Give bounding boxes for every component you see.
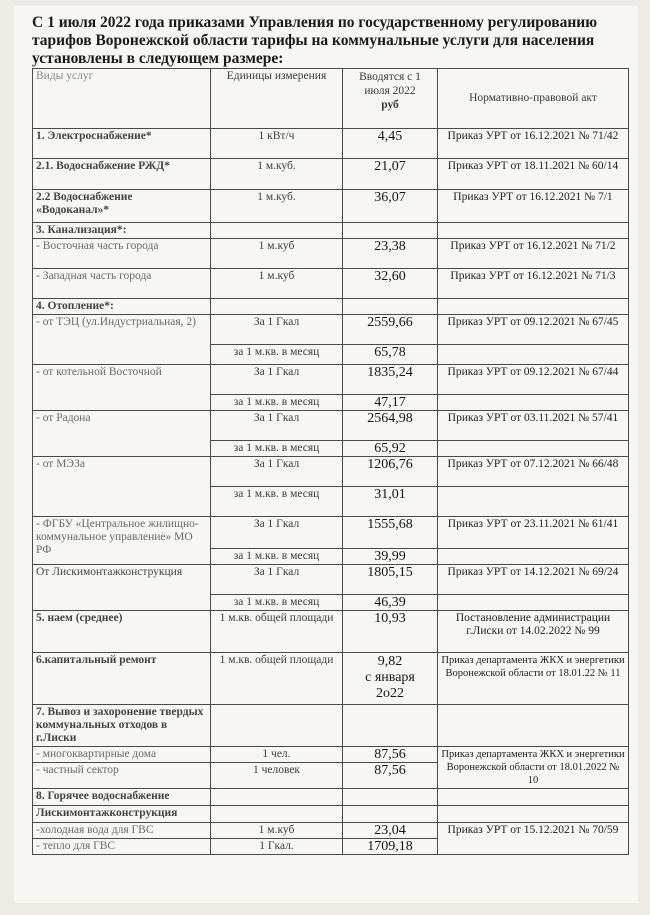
rate-value: 23,38 [343, 239, 438, 269]
rate-value: 39,99 [343, 549, 438, 565]
service-name: - от Радона [33, 411, 211, 457]
column-header-service: Виды услуг [33, 69, 211, 129]
unit-cell: За 1 Гкал [211, 411, 343, 441]
column-header-unit: Единицы измерения [211, 69, 343, 129]
section-title: 7. Вывоз и захоронение твердых коммунальных отходов в г.Лиски [33, 705, 211, 747]
section-title: 4. Отопление*: [33, 299, 211, 315]
rate-value-cell [343, 653, 438, 705]
table-row [33, 129, 629, 159]
section-row [33, 789, 629, 806]
unit-cell: за 1 м.кв. в месяц [211, 345, 343, 365]
service-name: От Лискимонтажконструкция [33, 565, 211, 611]
service-name: 2.2 Водоснабжение «Водоканал»* [33, 190, 211, 223]
unit-cell: За 1 Гкал [211, 517, 343, 549]
section-row [33, 223, 629, 239]
service-name: - частный сектор [33, 763, 211, 789]
column-header-act: Нормативно-правовой акт [438, 69, 629, 129]
rate-value: 4,45 [343, 129, 438, 159]
table-row [33, 269, 629, 299]
table-row [33, 823, 629, 839]
rate-value: 21,07 [343, 159, 438, 190]
service-name: 5. наем (среднее) [33, 611, 211, 653]
unit-cell: За 1 Гкал [211, 565, 343, 595]
service-name: - ФГБУ «Центральное жилищно-коммунальное управление» МО РФ [33, 517, 211, 565]
legal-act: Приказ УРТ от 16.12.2021 № 71/3 [438, 269, 629, 299]
unit-cell: 1 чел. [211, 747, 343, 763]
table-row [33, 190, 629, 223]
section-row [33, 806, 629, 823]
legal-act: Приказ УРТ от 07.12.2021 № 66/48 [438, 457, 629, 487]
service-name: - многоквартирные дома [33, 747, 211, 763]
unit-cell: 1 человек [211, 763, 343, 789]
table-row [33, 411, 629, 441]
legal-act: Постановление администрации г.Лиски от 14.02.2022 № 99 [438, 611, 629, 653]
rate-value: 87,56 [343, 763, 438, 789]
rate-value: 47,17 [343, 395, 438, 411]
unit-cell: За 1 Гкал [211, 365, 343, 395]
unit-cell: за 1 м.кв. в месяц [211, 595, 343, 611]
unit-cell: за 1 м.кв. в месяц [211, 549, 343, 565]
rate-value-note: с января [365, 670, 415, 685]
rate-value: 9,82 [377, 654, 403, 669]
unit-cell: за 1 м.кв. в месяц [211, 395, 343, 411]
rate-value: 87,56 [343, 747, 438, 763]
rate-value: 23,04 [343, 823, 438, 839]
rate-value: 46,39 [343, 595, 438, 611]
column-header-rate-line1: Вводятся с 1 [359, 71, 421, 83]
service-name: 6.капитальный ремонт [33, 653, 211, 705]
rate-value: 65,92 [343, 441, 438, 457]
legal-act: Приказ УРТ от 16.12.2021 № 71/42 [438, 129, 629, 159]
rate-value-note: 2о22 [376, 686, 404, 701]
legal-act: Приказ УРТ от 23.11.2021 № 61/41 [438, 517, 629, 549]
service-name: 1. Электроснабжение* [33, 129, 211, 159]
unit-cell: 1 м.куб. [211, 159, 343, 190]
table-row [33, 315, 629, 345]
table-row [33, 565, 629, 595]
service-name: - тепло для ГВС [33, 839, 211, 855]
column-header-rate-line2: июля 2022 [364, 85, 416, 97]
legal-act: Приказ УРТ от 14.12.2021 № 69/24 [438, 565, 629, 595]
rate-value: 10,93 [343, 611, 438, 653]
rate-value: 1709,18 [343, 839, 438, 855]
rate-value: 36,07 [343, 190, 438, 223]
table-row [33, 611, 629, 653]
service-name: 2.1. Водоснабжение РЖД* [33, 159, 211, 190]
section-subtitle: Лискимонтажконструкция [33, 806, 211, 823]
rate-value: 1555,68 [343, 517, 438, 549]
service-name: -холодная вода для ГВС [33, 823, 211, 839]
table-row [33, 653, 629, 705]
legal-act: Приказ департамента ЖКХ и энергетики Воронежской области от 18.01.2022 № 10 [438, 747, 629, 789]
table-row [33, 517, 629, 549]
legal-act: Приказ УРТ от 18.11.2021 № 60/14 [438, 159, 629, 190]
rate-value: 2564,98 [343, 411, 438, 441]
unit-cell: за 1 м.кв. в месяц [211, 487, 343, 517]
service-name: - Восточная часть города [33, 239, 211, 269]
unit-cell: 1 кВт/ч [211, 129, 343, 159]
rate-value: 1206,76 [343, 457, 438, 487]
unit-cell: 1 м.кв. общей площади [211, 653, 343, 705]
table-row [33, 747, 629, 763]
unit-cell: 1 Гкал. [211, 839, 343, 855]
tariff-table [32, 68, 629, 855]
unit-cell: 1 м.куб [211, 269, 343, 299]
document-heading: С 1 июля 2022 года приказами Управления по государственному регулированию тарифов Воронежской области тарифы на коммунальные услуги для населения установлены в следующем размере: [32, 14, 598, 67]
unit-cell: 1 м.куб. [211, 190, 343, 223]
legal-act: Приказ УРТ от 09.12.2021 № 67/45 [438, 315, 629, 345]
rate-value: 32,60 [343, 269, 438, 299]
table-row [33, 365, 629, 395]
service-name: - Западная часть города [33, 269, 211, 299]
rate-value: 2559,66 [343, 315, 438, 345]
legal-act: Приказ УРТ от 09.12.2021 № 67/44 [438, 365, 629, 395]
legal-act: Приказ УРТ от 16.12.2021 № 71/2 [438, 239, 629, 269]
rate-value: 1805,15 [343, 565, 438, 595]
document-page [14, 6, 638, 903]
section-title: 8. Горячее водоснабжение [33, 789, 211, 806]
service-name: - от котельной Восточной [33, 365, 211, 411]
rate-value: 1835,24 [343, 365, 438, 395]
table-row [33, 239, 629, 269]
column-header-rate-line3: руб [381, 99, 399, 111]
section-title: 3. Канализация*: [33, 223, 211, 239]
service-name: - от МЭЗа [33, 457, 211, 517]
table-row [33, 457, 629, 487]
unit-cell: за 1 м.кв. в месяц [211, 441, 343, 457]
column-header-rate [343, 69, 438, 129]
rate-value: 31,01 [343, 487, 438, 517]
legal-act: Приказ УРТ от 15.12.2021 № 70/59 [438, 823, 629, 855]
unit-cell: За 1 Гкал [211, 315, 343, 345]
section-row [33, 705, 629, 747]
legal-act: Приказ УРТ от 16.12.2021 № 7/1 [438, 190, 629, 223]
legal-act: Приказ УРТ от 03.11.2021 № 57/41 [438, 411, 629, 441]
unit-cell: За 1 Гкал [211, 457, 343, 487]
service-name: - от ТЭЦ (ул.Индустриальная, 2) [33, 315, 211, 365]
unit-cell: 1 м.куб [211, 239, 343, 269]
rate-value: 65,78 [343, 345, 438, 365]
legal-act: Приказ департамента ЖКХ и энергетики Воронежской области от 18.01.22 № 11 [438, 653, 629, 705]
section-row [33, 299, 629, 315]
unit-cell: 1 м.куб [211, 823, 343, 839]
table-row [33, 159, 629, 190]
table-header-row [33, 69, 629, 129]
unit-cell: 1 м.кв. общей площади [211, 611, 343, 653]
